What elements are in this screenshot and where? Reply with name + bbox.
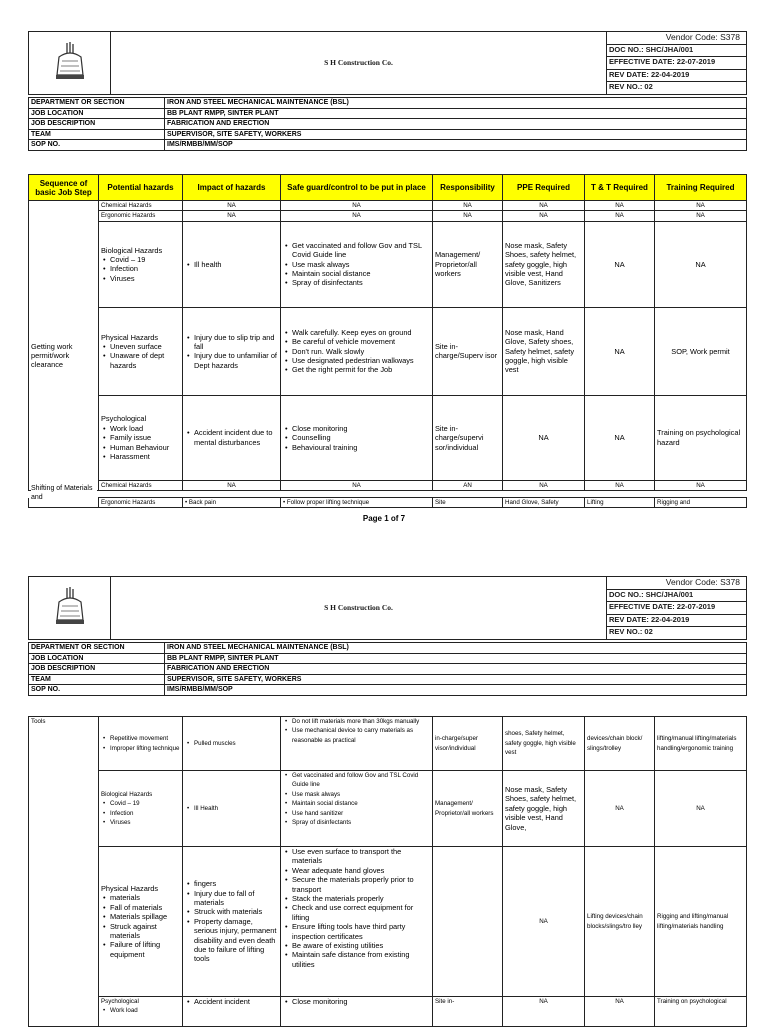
- training-cell: Training on psychological: [655, 997, 747, 1027]
- list-item: • Infection: [110, 264, 180, 273]
- hazard-cell: [99, 717, 183, 771]
- list-item: • Use even surface to transport the materials: [292, 847, 430, 866]
- safeguard-text: Follow proper lifting technique: [286, 499, 370, 506]
- tt-cell: NA: [585, 395, 655, 480]
- list-item: • Spray of disinfectants: [292, 818, 430, 827]
- impact-cell: [183, 847, 281, 997]
- info-value: IRON AND STEEL MECHANICAL MAINTENANCE (BSL): [165, 643, 747, 654]
- responsibility-cell: Site in-charge/Superv isor: [433, 307, 503, 395]
- ppe-cell: NA: [503, 211, 585, 221]
- safeguard-cell: NA: [281, 211, 433, 221]
- hazard-title: Physical Hazards: [101, 332, 159, 342]
- hazard-cell: [99, 771, 183, 847]
- training-cell: NA: [655, 480, 747, 490]
- vendor-code: Vendor Code: S378: [607, 577, 747, 590]
- list-item: • Injury due to slip trip and fall: [194, 333, 278, 352]
- step-cell: [29, 498, 99, 508]
- safeguard-cell: [281, 771, 433, 847]
- list-item: • Behavioural training: [292, 443, 430, 452]
- list-item: • Check and use correct equipment for lifting: [292, 903, 430, 922]
- list-item: • Property damage, serious injury, permanent disability and even death due to failure of lifting tools: [194, 917, 278, 964]
- responsibility-cell: Management/ Proprietor/all workers: [433, 771, 503, 847]
- doc-no: DOC NO.: SHC/JHA/001: [607, 589, 747, 602]
- info-label: JOB DESCRIPTION: [29, 119, 165, 130]
- info-label: TEAM: [29, 129, 165, 140]
- impact-cell: [183, 771, 281, 847]
- table-row: [29, 201, 747, 211]
- safeguard-cell: [281, 997, 433, 1027]
- tt-cell: devices/chain block/ slings/trolley: [585, 717, 655, 771]
- table-row: [29, 211, 747, 221]
- list-item: • Family issue: [110, 433, 180, 442]
- list-item: • Accident incident due to mental disturbances: [194, 428, 278, 447]
- table-row: [29, 771, 747, 847]
- hazard-cell: Ergonomic Hazards: [99, 211, 183, 221]
- hazard-cell: [99, 307, 183, 395]
- responsibility-cell: [433, 847, 503, 997]
- ppe-cell: Nose mask, Hand Glove, Safety shoes, Safety helmet, safety goggle, high visible vest: [503, 307, 585, 395]
- responsibility-cell: Site in-charge/supervi sor/individual: [433, 395, 503, 480]
- col-header-safeguard: Safe guard/control to be put in place: [281, 175, 433, 201]
- ppe-cell: NA: [503, 395, 585, 480]
- list-item: • Get the right permit for the Job: [292, 365, 430, 374]
- list-item: • Fall of materials: [110, 903, 180, 912]
- list-item: • Use mask always: [292, 260, 430, 269]
- hazard-title: Psychological: [101, 998, 139, 1005]
- company-name: S H Construction Co.: [111, 577, 607, 640]
- table-row: [29, 997, 747, 1027]
- col-header-tt: T & T Required: [585, 175, 655, 201]
- list-item: • fingers: [194, 879, 278, 888]
- list-item: • Be careful of vehicle movement: [292, 337, 430, 346]
- training-cell: Training on psychological hazard: [655, 395, 747, 480]
- hazard-cell: [99, 395, 183, 480]
- info-value: FABRICATION AND ERECTION: [165, 664, 747, 675]
- safeguard-cell: [281, 395, 433, 480]
- info-table: [28, 642, 747, 696]
- tt-cell: Lifting devices/chain blocks/slings/tro lley: [585, 847, 655, 997]
- list-item: • Counselling: [292, 433, 430, 442]
- list-item: • Use designated pedestrian walkways: [292, 356, 430, 365]
- impact-cell: [183, 997, 281, 1027]
- list-item: • Covid – 19: [110, 799, 180, 808]
- responsibility-cell: NA: [433, 211, 503, 221]
- vendor-code: Vendor Code: S378: [607, 32, 747, 45]
- list-item: • Ensure lifting tools have third party inspection certificates: [292, 922, 430, 941]
- shifting-step-label: Shifting of Materials and: [31, 484, 97, 502]
- info-label: SOP NO.: [29, 140, 165, 151]
- col-header-responsibility: Responsibility: [433, 175, 503, 201]
- effective-date: EFFECTIVE DATE: 22-07-2019: [607, 602, 747, 615]
- header-table: [28, 31, 747, 95]
- safeguard-cell: [281, 847, 433, 997]
- rev-date: REV DATE: 22-04-2019: [607, 69, 747, 82]
- info-label: DEPARTMENT OR SECTION: [29, 98, 165, 109]
- list-item: • Injury due to fall of materials: [194, 889, 278, 908]
- hazard-cell: [99, 997, 183, 1027]
- list-item: • Use mechanical device to carry materials as reasonable as practical: [292, 726, 430, 745]
- ppe-cell: NA: [503, 480, 585, 490]
- tt-cell: NA: [585, 221, 655, 307]
- hazard-cell: [99, 847, 183, 997]
- info-label: DEPARTMENT OR SECTION: [29, 643, 165, 654]
- list-item: • Use hand sanitizer: [292, 809, 430, 818]
- doc-no: DOC NO.: SHC/JHA/001: [607, 44, 747, 57]
- ppe-cell: shoes, Safety helmet, safety goggle, high visible vest: [503, 717, 585, 771]
- info-label: TEAM: [29, 674, 165, 685]
- list-item: • Wear adequate hand gloves: [292, 866, 430, 875]
- list-item: • Get vaccinated and follow Gov and TSL Covid Guide line: [292, 771, 430, 790]
- list-item: • Materials spillage: [110, 912, 180, 921]
- tt-cell: NA: [585, 211, 655, 221]
- hazard-cell: [99, 221, 183, 307]
- list-item: • Work load: [110, 1006, 180, 1015]
- info-label: SOP NO.: [29, 685, 165, 696]
- training-cell: SOP, Work permit: [655, 307, 747, 395]
- table-row: [29, 717, 747, 771]
- safeguard-cell: NA: [281, 201, 433, 211]
- impact-cell: NA: [183, 211, 281, 221]
- ppe-cell: Nose mask, Safety Shoes, safety helmet, safety goggle, high visible vest, Hand Glove,: [503, 771, 585, 847]
- hazard-title: Biological Hazards: [101, 245, 163, 255]
- tt-cell: NA: [585, 480, 655, 490]
- responsibility-cell: NA: [433, 201, 503, 211]
- list-item: • Improper lifting technique: [110, 744, 180, 753]
- list-item: • Do not lift materials more than 30kgs manually: [292, 717, 430, 726]
- ppe-cell: NA: [503, 847, 585, 997]
- training-cell: NA: [655, 771, 747, 847]
- list-item: • Struck with materials: [194, 907, 278, 916]
- info-label: JOB LOCATION: [29, 653, 165, 664]
- hazard-table-page-2: [28, 716, 747, 1027]
- training-cell: NA: [655, 211, 747, 221]
- page-footer: Page 1 of 7: [362, 514, 406, 523]
- col-header-training: Training Required: [655, 175, 747, 201]
- list-item: • Uneven surface: [110, 342, 180, 351]
- list-item: • Get vaccinated and follow Gov and TSL Covid Guide line: [292, 241, 430, 260]
- hazard-table-page-1-tail: [28, 497, 747, 508]
- list-item: • Be aware of existing utilities: [292, 941, 430, 950]
- list-item: • Spray of disinfectants: [292, 278, 430, 287]
- company-logo-icon: [53, 586, 87, 626]
- impact-cell: [183, 395, 281, 480]
- responsibility-cell: AN: [433, 480, 503, 490]
- hazard-cell: Chemical Hazards: [99, 201, 183, 211]
- list-item: • Accident incident: [194, 997, 278, 1006]
- safeguard-cell: [281, 221, 433, 307]
- list-item: • Close monitoring: [292, 424, 430, 433]
- company-logo-cell: [29, 577, 111, 640]
- list-item: • Harassment: [110, 452, 180, 461]
- info-value: BB PLANT RMPP, SINTER PLANT: [165, 108, 747, 119]
- rev-no: REV NO.: 02: [607, 82, 747, 95]
- info-value: SUPERVISOR, SITE SAFETY, WORKERS: [165, 674, 747, 685]
- step-cell: Tools: [29, 717, 99, 1027]
- company-name: S H Construction Co.: [111, 32, 607, 95]
- info-value: IRON AND STEEL MECHANICAL MAINTENANCE (BSL): [165, 98, 747, 109]
- info-value: IMS/RMBB/MM/SOP: [165, 140, 747, 151]
- training-cell: NA: [655, 221, 747, 307]
- list-item: • Maintain safe distance from existing utilities: [292, 950, 430, 969]
- impact-cell: NA: [183, 201, 281, 211]
- page-2: [0, 574, 768, 1024]
- ppe-cell: NA: [503, 201, 585, 211]
- hazard-title: Physical Hazards: [101, 883, 159, 893]
- impact-text: Back pain: [188, 499, 217, 506]
- list-item: • Work load: [110, 424, 180, 433]
- tt-cell: Lifting: [585, 498, 655, 508]
- training-cell: Rigging and: [655, 498, 747, 508]
- step-cell: Getting work permit/work clearance: [29, 201, 99, 491]
- ppe-cell: NA: [503, 997, 585, 1027]
- table-row: [29, 395, 747, 480]
- hazard-cell: Chemical Hazards: [99, 480, 183, 490]
- company-logo-cell: [29, 32, 111, 95]
- ppe-cell: Hand Glove, Safety: [503, 498, 585, 508]
- info-table: [28, 97, 747, 151]
- list-item: • Unaware of dept hazards: [110, 351, 180, 370]
- list-item: • Viruses: [110, 818, 180, 827]
- info-label: JOB DESCRIPTION: [29, 664, 165, 675]
- rev-date: REV DATE: 22-04-2019: [607, 614, 747, 627]
- responsibility-cell: Site in-: [433, 997, 503, 1027]
- safeguard-cell: [281, 307, 433, 395]
- list-item: • Maintain social distance: [292, 799, 430, 808]
- info-value: SUPERVISOR, SITE SAFETY, WORKERS: [165, 129, 747, 140]
- header-table: [28, 576, 747, 640]
- tt-cell: NA: [585, 997, 655, 1027]
- table-row: [29, 480, 747, 490]
- hazard-title: Psychological: [101, 414, 147, 424]
- list-item: • Human Behaviour: [110, 443, 180, 452]
- hazard-table-page-1: [28, 174, 747, 491]
- info-value: IMS/RMBB/MM/SOP: [165, 685, 747, 696]
- tt-cell: NA: [585, 201, 655, 211]
- list-item: • Secure the materials properly prior to transport: [292, 875, 430, 894]
- col-header-ppe: PPE Required: [503, 175, 585, 201]
- tt-cell: NA: [585, 307, 655, 395]
- table-row: [29, 307, 747, 395]
- impact-cell: • Back pain: [183, 498, 281, 508]
- col-header-hazards: Potential hazards: [99, 175, 183, 201]
- list-item: • Covid – 19: [110, 255, 180, 264]
- effective-date: EFFECTIVE DATE: 22-07-2019: [607, 57, 747, 70]
- responsibility-cell: in-charge/super visor/individual: [433, 717, 503, 771]
- list-item: • Stack the materials properly: [292, 894, 430, 903]
- list-item: • Close monitoring: [292, 997, 430, 1006]
- col-header-step: Sequence of basic Job Step: [29, 175, 99, 201]
- responsibility-cell: Management/ Proprietor/all workers: [433, 221, 503, 307]
- impact-cell: [183, 307, 281, 395]
- info-value: FABRICATION AND ERECTION: [165, 119, 747, 130]
- info-value: BB PLANT RMPP, SINTER PLANT: [165, 653, 747, 664]
- training-cell: lifting/manual lifting/materials handling/ergonomic training: [655, 717, 747, 771]
- training-cell: Rigging and lifting/manual lifting/materials handling: [655, 847, 747, 997]
- list-item: • Walk carefully. Keep eyes on ground: [292, 328, 430, 337]
- list-item: • Infection: [110, 809, 180, 818]
- safeguard-cell: [281, 717, 433, 771]
- info-label: JOB LOCATION: [29, 108, 165, 119]
- safeguard-cell: • Follow proper lifting technique: [281, 498, 433, 508]
- list-item: • Pulled muscles: [194, 739, 278, 748]
- impact-cell: [183, 221, 281, 307]
- tt-cell: NA: [585, 771, 655, 847]
- list-item: • Don't run. Walk slowly: [292, 347, 430, 356]
- responsibility-cell: Site: [433, 498, 503, 508]
- list-item: • Ill health: [194, 260, 278, 269]
- hazard-cell: Ergonomic Hazards: [99, 498, 183, 508]
- impact-cell: [183, 717, 281, 771]
- list-item: • materials: [110, 893, 180, 902]
- table-row: [29, 221, 747, 307]
- list-item: • Maintain social distance: [292, 269, 430, 278]
- impact-cell: NA: [183, 480, 281, 490]
- safeguard-cell: NA: [281, 480, 433, 490]
- rev-no: REV NO.: 02: [607, 627, 747, 640]
- list-item: • Viruses: [110, 274, 180, 283]
- company-logo-icon: [53, 41, 87, 81]
- col-header-impact: Impact of hazards: [183, 175, 281, 201]
- list-item: • Repetitive movement: [110, 734, 180, 743]
- list-item: • Use mask always: [292, 790, 430, 799]
- list-item: • Injury due to unfamiliar of Dept hazards: [194, 351, 278, 370]
- ppe-cell: Nose mask, Safety Shoes, safety helmet, safety goggle, high visible vest, Hand Glove, Sanitizers: [503, 221, 585, 307]
- list-item: • Struck against materials: [110, 922, 180, 941]
- list-item: • Ill Health: [194, 804, 278, 813]
- training-cell: NA: [655, 201, 747, 211]
- list-item: • Failure of lifting equipment: [110, 940, 180, 959]
- hazard-title: Biological Hazards: [101, 790, 153, 798]
- table-row: [29, 847, 747, 997]
- table-row: [29, 498, 747, 508]
